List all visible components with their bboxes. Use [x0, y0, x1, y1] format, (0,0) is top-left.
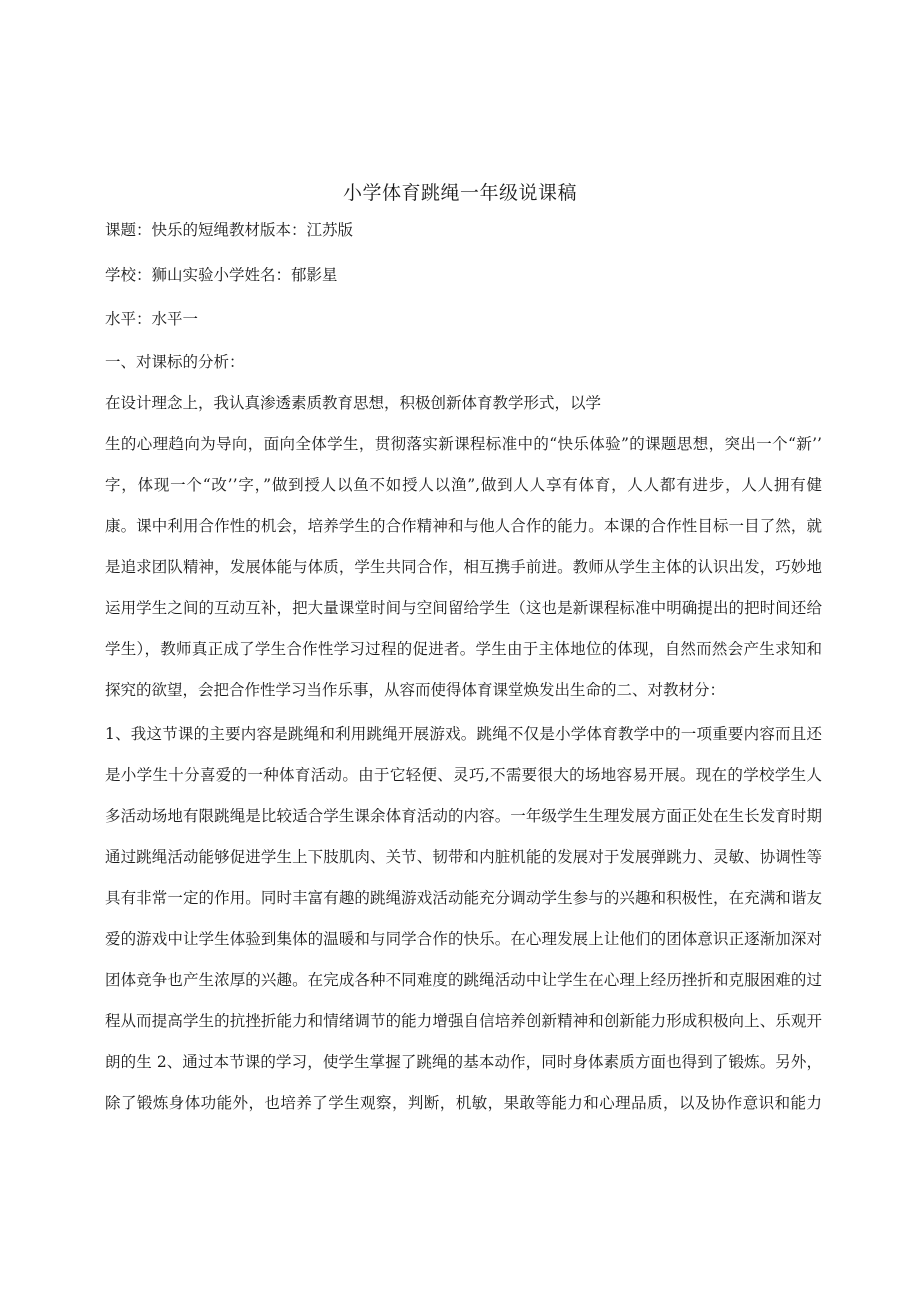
paragraph-line: 朗的生 2、通过本节课的学习，使学生掌握了跳绳的基本动作，同时身体素质方面也得到了锻炼。另外，: [105, 1053, 822, 1071]
paragraph-line: 是小学生十分喜爱的一种体育活动。由于它轻便、灵巧,不需要很大的场地容易开展。现在的学校学生人: [105, 766, 822, 784]
paragraph-line: 生的心理趋向为导向，面向全体学生，贯彻落实新课程标准中的“快乐体验”的课题思想，突出一个“新’’: [105, 435, 822, 453]
paragraph-line: 在设计理念上，我认真渗透素质教育思想，积极创新体育教学形式，以学: [105, 394, 602, 412]
section-heading-curriculum: 一、对课标的分析：: [105, 353, 245, 371]
meta-topic: 课题：快乐的短绳教材版本：江苏版: [105, 221, 354, 239]
paragraph-line: 多活动场地有限跳绳是比较适合学生课余体育活动的内容。一年级学生生理发展方面正处在生长发育时期: [105, 807, 822, 825]
paragraph-line: 除了锻炼身体功能外，也培养了学生观察，判断，机敏，果敢等能力和心理品质，以及协作意识和能力: [105, 1094, 822, 1112]
paragraph-line: 学生），教师真正成了学生合作性学习过程的促进者。学生由于主体地位的体现，自然而然会产生求知和: [105, 640, 822, 658]
document-title: 小学体育跳绳一年级说课稿: [342, 182, 577, 204]
paragraph-line: 通过跳绳活动能够促进学生上下肢肌肉、关节、韧带和内脏机能的发展对于发展弹跳力、灵敏、协调性等: [105, 848, 822, 866]
paragraph-line: 爱的游戏中让学生体验到集体的温暖和与同学合作的快乐。在心理发展上让他们的团体意识正逐渐加深对: [105, 930, 822, 948]
paragraph-line: 是追求团队精神，发展体能与体质，学生共同合作，相互携手前进。教师从学生主体的认识出发，巧妙地: [105, 558, 822, 576]
meta-school: 学校：狮山实验小学姓名：郁影星: [105, 266, 338, 284]
paragraph-line: 探究的欲望，会把合作性学习当作乐事，从容而使得体育课堂焕发出生命的二、对教材分：: [105, 681, 726, 699]
paragraph-line: 运用学生之间的互动互补，把大量课堂时间与空间留给学生（这也是新课程标准中明确提出的把时间还给: [105, 599, 822, 617]
paragraph-line: 具有非常一定的作用。同时丰富有趣的跳绳游戏活动能充分调动学生参与的兴趣和积极性，在充满和谐友: [105, 889, 822, 907]
paragraph-line: 字，体现一个“改’’字，”做到授人以鱼不如授人以渔”,做到人人享有体育，人人都有进步，人人拥有健: [105, 476, 822, 494]
paragraph-line: 程从而提高学生的抗挫折能力和情绪调节的能力增强自信培养创新精神和创新能力形成积极向上、乐观开: [105, 1012, 822, 1030]
paragraph-line: 团体竞争也产生浓厚的兴趣。在完成各种不同难度的跳绳活动中让学生在心理上经历挫折和克服困难的过: [105, 971, 822, 989]
paragraph-line: 康。课中利用合作性的机会，培养学生的合作精神和与他人合作的能力。本课的合作性目标一目了然，就: [105, 517, 822, 535]
meta-level: 水平：水平一: [105, 310, 199, 328]
paragraph-line: 1、我这节课的主要内容是跳绳和利用跳绳开展游戏。跳绳不仅是小学体育教学中的一项重要内容而且还: [105, 725, 822, 743]
